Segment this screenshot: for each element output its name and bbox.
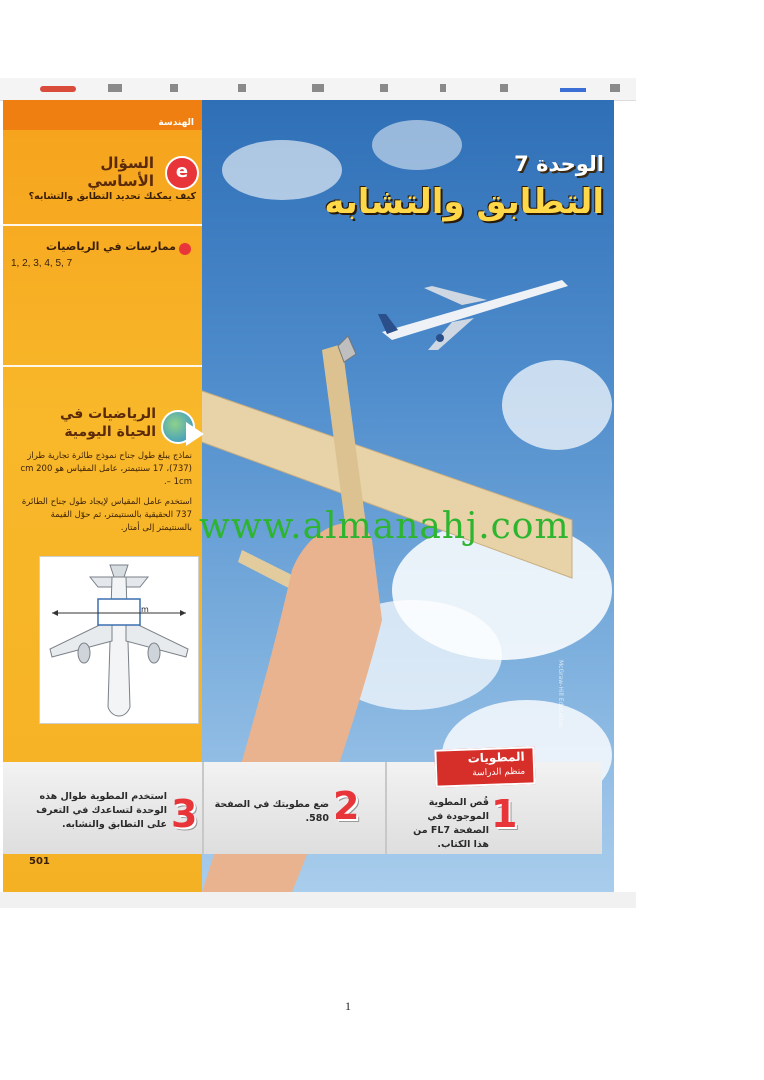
chapter-title: التطابق والتشابه xyxy=(324,182,604,222)
step-text-2: ضع مطويتك في الصفحة 580. xyxy=(214,799,329,824)
toolbar-mark xyxy=(440,84,446,92)
watermark: www.almanahj.com xyxy=(199,506,570,547)
textbook-page xyxy=(3,100,614,892)
page-number: 501 xyxy=(29,856,50,867)
toolbar-mark xyxy=(238,84,246,92)
foldables-tag xyxy=(434,746,535,787)
fold-line xyxy=(202,762,204,854)
toolbar-mark xyxy=(500,84,508,92)
viewer-bottom-strip xyxy=(0,892,636,908)
real-life-paragraph-2: استخدم عامل المقياس لإيجاد طول جناح الطائرة 737 الحقيقية بالسنتيمتر، ثم حوّل القيمة بالسنتيمتر إلى أمتار. xyxy=(21,497,192,533)
real-life-paragraph-1: نماذج يبلغ طول جناح نموذج طائرة تجارية طراز (737)، 17 سنتيمتر، عامل المقياس هو 200 cm – 1cm. xyxy=(20,451,192,487)
document-page-number: 1 xyxy=(345,999,351,1013)
unit-label: الوحدة 7 xyxy=(514,152,604,176)
viewer-toolbar-strip xyxy=(0,78,636,101)
balsa-glider-icon xyxy=(202,336,572,634)
toolbar-mark xyxy=(108,84,122,92)
foldables-title: المطويات xyxy=(467,749,525,766)
essential-question-text: كيف يمكنك تحديد التطابق والتشابه؟ xyxy=(28,191,196,202)
math-practices-title: ممارسات في الرياضيات xyxy=(46,240,176,253)
step-number-3: 3 xyxy=(171,792,198,836)
real-life-title-2: الحياة اليومية xyxy=(64,424,156,440)
essential-question-title: السؤال xyxy=(100,154,154,172)
jet-icon xyxy=(378,280,568,350)
photo-credit: McGraw-Hill Education xyxy=(557,660,564,728)
foldables-subtitle: منظم الدراسة xyxy=(472,766,526,779)
wingspan-label: m xyxy=(141,605,149,614)
step-number-1: 1 xyxy=(491,792,518,836)
airplane-outline-icon xyxy=(40,557,198,723)
airplane-diagram xyxy=(39,556,199,724)
step-number-2: 2 xyxy=(333,784,360,828)
toolbar-blue-mark xyxy=(560,88,586,92)
toolbar-mark xyxy=(610,84,620,92)
section-divider xyxy=(3,365,202,367)
toolbar-red-mark xyxy=(40,86,76,92)
arrow-right-icon xyxy=(186,422,204,446)
subject-label: الهندسة xyxy=(158,118,194,128)
step-text-3: استخدم المطوية طوال هذه الوحدة لتساعدك في التعرف على التطابق والتشابه. xyxy=(36,791,167,830)
fold-line xyxy=(385,762,387,854)
math-practices-icon xyxy=(179,243,191,255)
toolbar-mark xyxy=(312,84,324,92)
math-practices-numbers: 1, 2, 3, 4, 5, 7 xyxy=(11,258,73,269)
real-life-title: الرياضيات في xyxy=(59,406,156,422)
step-text-1: قُص المطوية الموجودة في الصفحة FL7 من هذا الكتاب. xyxy=(413,797,489,850)
section-divider xyxy=(3,224,202,226)
essential-question-title-2: الأساسي xyxy=(87,172,154,190)
essential-question-icon: e xyxy=(165,156,199,190)
toolbar-mark xyxy=(170,84,178,92)
toolbar-mark xyxy=(380,84,388,92)
